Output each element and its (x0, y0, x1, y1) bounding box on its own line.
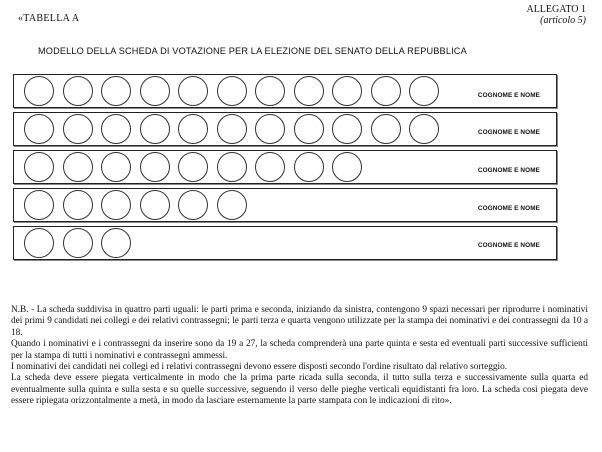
symbol-circle (140, 76, 170, 106)
symbol-circle (140, 114, 170, 144)
symbol-circle (332, 76, 362, 106)
candidate-name-label: COGNOME E NOME (477, 92, 540, 99)
symbol-circle (178, 114, 208, 144)
symbol-circle (101, 228, 131, 258)
note-paragraph: N.B. - La scheda suddivisa in quattro parti uguali: le parti prima e seconda, iniziando da sinistra, contengono 9 spazi necessari per riprodurre i nominativi dei primi 9 candidati nei collegi e dei relativi contrassegni; le parti terza e quarta vengono utilizzate per la stampa dei nominativi e dei contrassegni da 10 a 18. (11, 305, 588, 338)
note-paragraph: I nominativi dei candidati nei collegi ed i relativi contrassegni devono essere disposti secondo l'ordine risultato dal relativo sorteggio. (11, 362, 508, 373)
symbol-circle (63, 228, 93, 258)
tabella-label: «TABELLA A (18, 13, 80, 24)
symbol-circle (178, 152, 208, 182)
ballot-row-3 (13, 150, 557, 184)
symbol-circle (24, 228, 54, 258)
ballot-row-1 (13, 74, 557, 108)
symbol-circle (332, 114, 362, 144)
symbol-circle (217, 190, 247, 220)
note-paragraph: La scheda deve essere piegata verticalmente in modo che la prima parte ricada sulla seconda, il tutto sulla terza e successivamente sulla quarta ed eventualmente sulla quinta e sulla sesta e su quelle successive, seguendo il verso delle pieghe verticali equidistanti fra loro. La scheda così piegata deve essere ripiegata orizzontalmente a metà, in modo da lasciare esternamente la parte stampata con le indicazioni di rito». (11, 373, 588, 407)
symbol-circle (409, 76, 439, 106)
symbol-circle (63, 76, 93, 106)
symbol-circle (217, 152, 247, 182)
symbol-circle (63, 190, 93, 220)
symbol-circle (371, 114, 401, 144)
articolo-label: (articolo 5) (540, 15, 586, 26)
symbol-circle (294, 76, 324, 106)
symbol-circle (140, 152, 170, 182)
symbol-circle (255, 152, 285, 182)
candidate-name-label: COGNOME E NOME (477, 205, 540, 212)
ballot-row-4 (13, 188, 557, 222)
symbol-circle (255, 114, 285, 144)
symbol-circle (63, 114, 93, 144)
ballot-row-2 (13, 112, 557, 146)
ballot-diagram (13, 74, 559, 260)
candidate-name-label: COGNOME E NOME (477, 129, 540, 136)
allegato-block (526, 4, 586, 26)
allegato-label: ALLEGATO 1 (526, 4, 586, 15)
symbol-circle (409, 114, 439, 144)
note-paragraph: Quando i nominativi e i contrassegni da inserire sono da 19 a 27, la scheda comprenderà una parte quinta e sesta ed eventuali parti successive sufficienti per la stampa di tutti i nominativi e contrassegni ammessi. (11, 339, 588, 361)
symbol-circle (217, 76, 247, 106)
symbol-circle (178, 190, 208, 220)
symbol-circle (63, 152, 93, 182)
symbol-circle (101, 190, 131, 220)
symbol-circle (178, 76, 208, 106)
symbol-circle (140, 190, 170, 220)
candidate-name-label: COGNOME E NOME (477, 242, 540, 249)
symbol-circle (294, 152, 324, 182)
symbol-circle (24, 76, 54, 106)
symbol-circle (255, 76, 285, 106)
notes-block (11, 305, 588, 408)
page-title: MODELLO DELLA SCHEDA DI VOTAZIONE PER LA ELEZIONE DEL SENATO DELLA REPUBBLICA (38, 46, 467, 56)
symbol-circle (294, 114, 324, 144)
symbol-circle (24, 152, 54, 182)
candidate-name-label: COGNOME E NOME (477, 167, 540, 174)
ballot-row-5 (13, 226, 557, 260)
symbol-circle (217, 114, 247, 144)
symbol-circle (371, 76, 401, 106)
symbol-circle (101, 152, 131, 182)
symbol-circle (101, 114, 131, 144)
symbol-circle (101, 76, 131, 106)
symbol-circle (24, 190, 54, 220)
symbol-circle (332, 152, 362, 182)
symbol-circle (24, 114, 54, 144)
